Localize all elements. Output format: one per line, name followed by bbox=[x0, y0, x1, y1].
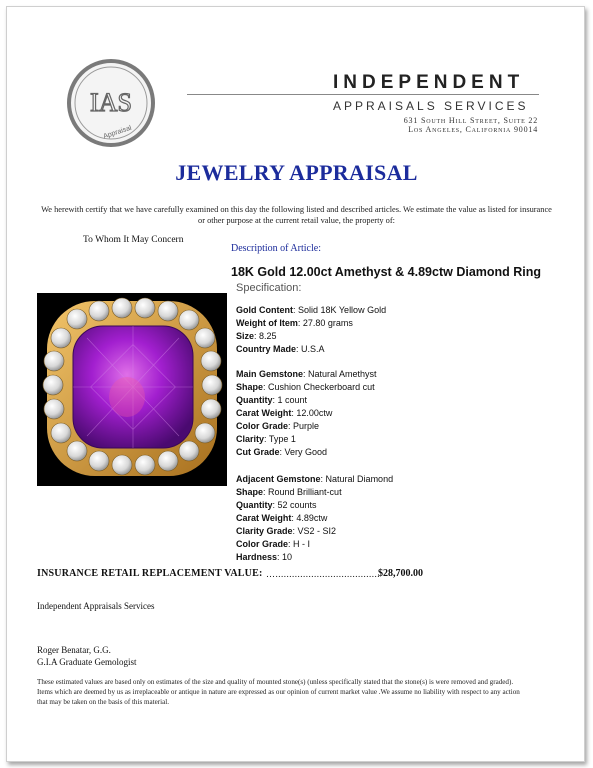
spec-value: Solid 18K Yellow Gold bbox=[298, 305, 387, 315]
spec-row: Shape: Cushion Checkerboard cut bbox=[236, 382, 375, 392]
insurance-value-label: INSURANCE RETAIL REPLACEMENT VALUE: bbox=[37, 568, 263, 579]
spec-row: Quantity: 52 counts bbox=[236, 500, 317, 510]
spec-value: 1 count bbox=[277, 395, 308, 405]
spec-row: Country Made: U.S.A bbox=[236, 344, 325, 354]
ias-logo bbox=[66, 58, 156, 148]
item-title: 18K Gold 12.00ct Amethyst & 4.89ctw Diamond Ring bbox=[231, 265, 542, 279]
spec-label: Main Gemstone bbox=[236, 369, 304, 379]
spec-row: Quantity: 1 count bbox=[236, 395, 308, 405]
document-title: JEWELRY APPRAISAL bbox=[175, 160, 418, 185]
spec-row: Gold Content: Solid 18K Yellow Gold bbox=[236, 305, 387, 315]
spec-row: Color Grade: H - I bbox=[236, 539, 311, 549]
spec-label: Shape bbox=[236, 487, 264, 497]
spec-label: Carat Weight bbox=[236, 408, 292, 418]
spec-row: Adjacent Gemstone: Natural Diamond bbox=[236, 474, 394, 484]
spec-label: Clarity Grade bbox=[236, 526, 293, 536]
spec-value: H - I bbox=[293, 539, 311, 549]
spec-label: Hardness bbox=[236, 552, 278, 562]
logo-sub-text: Appraisal bbox=[102, 124, 133, 141]
spec-row: Clarity: Type 1 bbox=[236, 434, 296, 444]
certification-text: We herewith certify that we have carefully examined on this day the following listed and described articles. We estimate the value as listed for insurance or other purpose at the current retail value, the property of: bbox=[41, 205, 552, 225]
spec-value: VS2 - SI2 bbox=[297, 526, 337, 536]
signer-title: G.I.A Graduate Gemologist bbox=[37, 657, 137, 667]
spec-value: 10 bbox=[282, 552, 293, 562]
spec-value: Purple bbox=[293, 421, 320, 431]
spec-row: Carat Weight: 4.89ctw bbox=[236, 513, 328, 523]
spec-row: Cut Grade: Very Good bbox=[236, 447, 328, 457]
spec-row: Carat Weight: 12.00ctw bbox=[236, 408, 333, 418]
logo-text: IAS bbox=[90, 88, 132, 117]
spec-value: Very Good bbox=[284, 447, 328, 457]
spec-label: Weight of Item bbox=[236, 318, 298, 328]
spec-label: Color Grade bbox=[236, 539, 289, 549]
spec-label: Shape bbox=[236, 382, 264, 392]
ring-photo bbox=[37, 293, 227, 486]
spec-label: Adjacent Gemstone bbox=[236, 474, 321, 484]
spec-value: Natural Diamond bbox=[325, 474, 394, 484]
spec-label: Size bbox=[236, 331, 255, 341]
disclaimer-text: These estimated values are based only on estimates of the size and quality of mounted stone(s) (unless specifically stated that the stone(s) is were removed and graded). Items which are deemed by us as irreplaceable or antique in nature are expressed as our opinion of current market value .We assume no liability with respect to any action that may be taken on the basis of this material. bbox=[37, 678, 520, 706]
spec-label: Cut Grade bbox=[236, 447, 280, 457]
company-subtitle: APPRAISALS SERVICES bbox=[333, 99, 529, 113]
spec-row: Main Gemstone: Natural Amethyst bbox=[236, 369, 377, 379]
spec-label: Gold Content bbox=[236, 305, 293, 315]
address-line-1: 631 South Hill Street, Suite 22 bbox=[403, 116, 538, 125]
spec-row: Size: 8.25 bbox=[236, 331, 277, 341]
spec-value: 27.80 grams bbox=[302, 318, 353, 328]
spec-row: Color Grade: Purple bbox=[236, 421, 320, 431]
header-divider bbox=[187, 94, 539, 95]
spec-row: Weight of Item: 27.80 grams bbox=[236, 318, 353, 328]
spec-value: U.S.A bbox=[301, 344, 325, 354]
signer-name: Roger Benatar, G.G. bbox=[37, 645, 111, 655]
spec-row: Shape: Round Brilliant-cut bbox=[236, 487, 342, 497]
spec-row: Clarity Grade: VS2 - SI2 bbox=[236, 526, 337, 536]
spec-label: Quantity bbox=[236, 500, 273, 510]
spec-value: 8.25 bbox=[259, 331, 277, 341]
spec-row: Hardness: 10 bbox=[236, 552, 293, 562]
insurance-dot-leader: …...................................... bbox=[266, 569, 380, 579]
company-name: INDEPENDENT bbox=[333, 72, 525, 93]
specification-label: Specification: bbox=[236, 282, 302, 294]
recipient: To Whom It May Concern bbox=[83, 235, 184, 245]
spec-value: Round Brilliant-cut bbox=[268, 487, 342, 497]
spec-value: Natural Amethyst bbox=[308, 369, 377, 379]
spec-value: Cushion Checkerboard cut bbox=[268, 382, 375, 392]
spec-general bbox=[236, 304, 386, 356]
spec-value: 4.89ctw bbox=[296, 513, 328, 523]
spec-value: Type 1 bbox=[268, 434, 296, 444]
spec-adjacent-gemstone bbox=[236, 473, 393, 564]
spec-label: Quantity bbox=[236, 395, 273, 405]
spec-label: Carat Weight bbox=[236, 513, 292, 523]
insurance-value: $28,700.00 bbox=[378, 568, 423, 579]
company-footer: Independent Appraisals Services bbox=[37, 601, 155, 611]
spec-main-gemstone bbox=[236, 368, 377, 459]
address-line-2: Los Angeles, California 90014 bbox=[408, 125, 538, 134]
spec-label: Country Made bbox=[236, 344, 297, 354]
spec-label: Clarity bbox=[236, 434, 265, 444]
spec-value: 12.00ctw bbox=[296, 408, 333, 418]
description-label: Description of Article: bbox=[231, 243, 321, 254]
spec-value: 52 counts bbox=[277, 500, 317, 510]
spec-label: Color Grade bbox=[236, 421, 289, 431]
